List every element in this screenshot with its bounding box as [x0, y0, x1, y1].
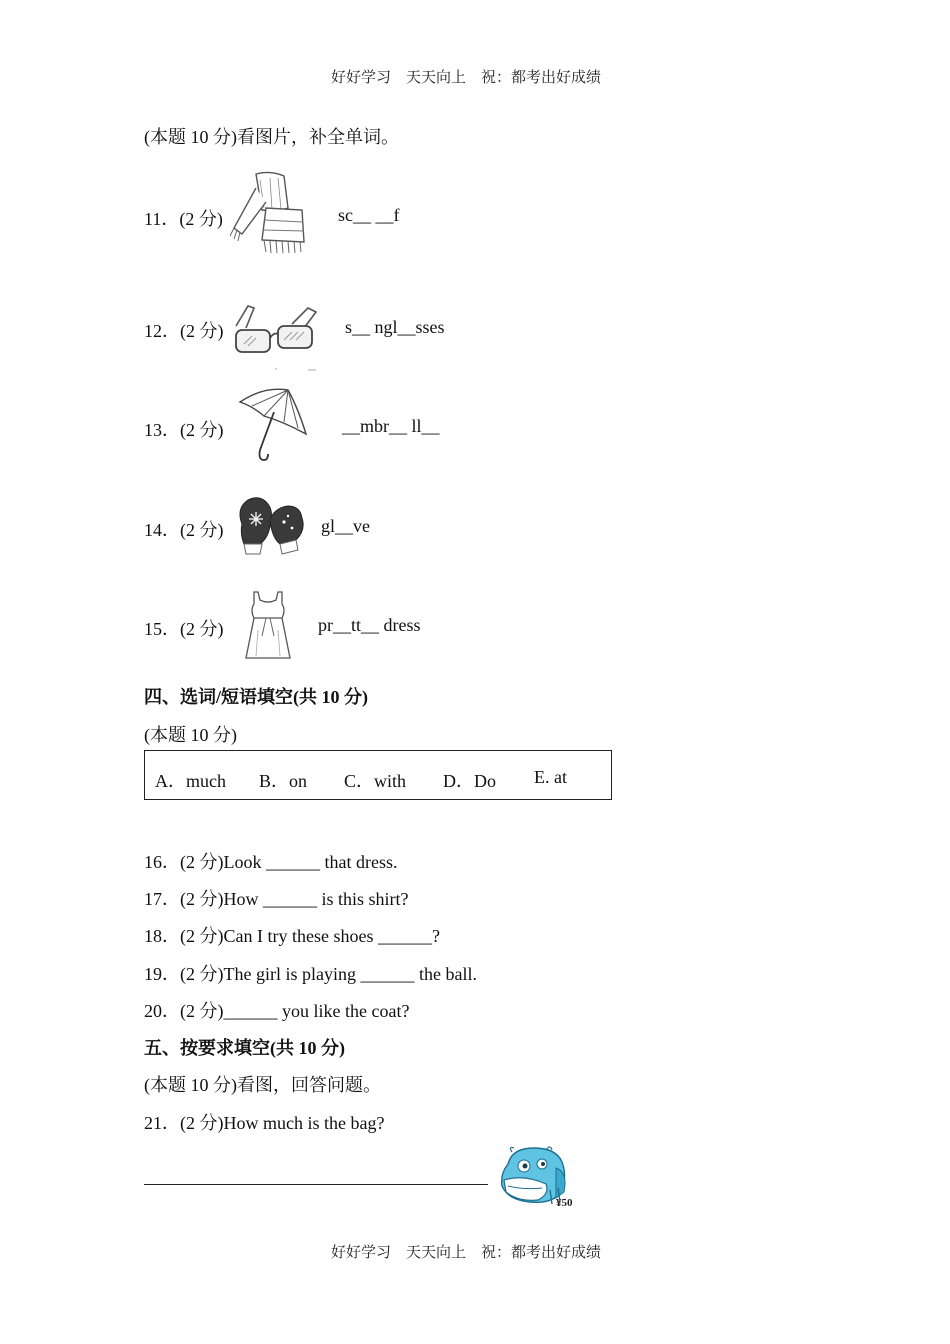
umbrella-picture — [234, 386, 310, 466]
option-b: B．on — [259, 771, 308, 791]
dress-picture — [242, 590, 294, 662]
question-16: 16．(2 分)Look ______ that dress. — [144, 852, 398, 872]
price-tag: ¥50 — [556, 1197, 573, 1209]
part4-instruction: (本题 10 分) — [144, 725, 237, 745]
question-15-word: pr__tt__ dress — [318, 615, 421, 635]
answer-line — [144, 1184, 488, 1185]
question-11-number: 11．(2 分) — [144, 209, 223, 229]
scarf-picture — [226, 168, 312, 260]
page-footer: 好好学习 天天向上 祝：都考出好成绩 — [331, 1243, 602, 1261]
question-14-number: 14．(2 分) — [144, 520, 224, 540]
word-bank-box — [144, 750, 612, 800]
option-c: C．with — [344, 771, 407, 791]
question-15-number: 15．(2 分) — [144, 619, 224, 639]
question-11-word: sc__ __f — [338, 205, 400, 225]
sunglasses-picture — [232, 300, 328, 372]
question-12-word: s__ ngl__sses — [345, 317, 445, 337]
question-14-word: gl__ve — [321, 516, 370, 536]
question-17: 17．(2 分)How ______ is this shirt? — [144, 889, 409, 909]
part5-title: 五、按要求填空(共 10 分) — [144, 1038, 345, 1058]
glove-picture — [234, 494, 308, 560]
question-13-word: __mbr__ ll__ — [342, 416, 440, 436]
question-20: 20．(2 分)______ you like the coat? — [144, 1001, 410, 1021]
question-12-number: 12．(2 分) — [144, 321, 224, 341]
question-21: 21．(2 分)How much is the bag? — [144, 1113, 385, 1133]
option-d: D．Do — [443, 771, 496, 791]
question-18: 18．(2 分)Can I try these shoes ______? — [144, 926, 440, 946]
option-a: A．much — [155, 771, 226, 791]
question-13-number: 13．(2 分) — [144, 420, 224, 440]
bag-picture — [494, 1144, 584, 1212]
part4-title: 四、选词/短语填空(共 10 分) — [144, 687, 368, 707]
option-e: E. at — [534, 767, 567, 787]
page-header: 好好学习 天天向上 祝：都考出好成绩 — [331, 68, 602, 86]
question-19: 19．(2 分)The girl is playing ______ the ball. — [144, 964, 477, 984]
part3-instruction: (本题 10 分)看图片，补全单词。 — [144, 127, 399, 147]
part5-instruction: (本题 10 分)看图，回答问题。 — [144, 1075, 381, 1095]
